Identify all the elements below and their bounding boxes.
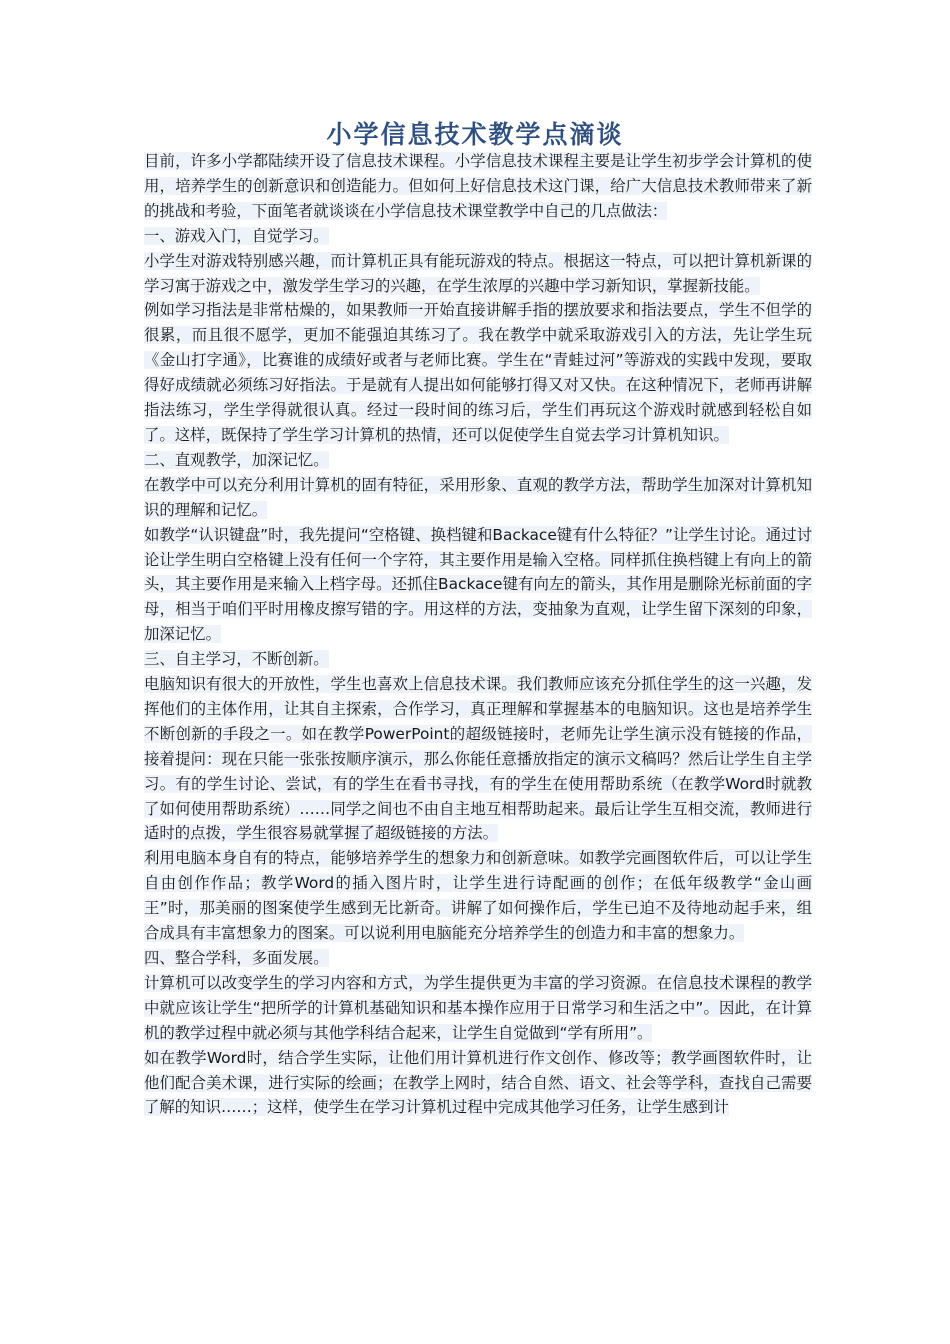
document-body xyxy=(144,149,812,1120)
paragraph: 利用电脑本身自有的特点，能够培养学生的想象力和创新意味。如教学完画图软件后，可以让学生自由创作作品；教学Word的插入图片时，让学生进行诗配画的创作；在低年级教学“金山画王”时，那美丽的图案使学生感到无比新奇。讲解了如何操作后，学生已迫不及待地动起手来，组合成具有丰富想象力的图案。可以说利用电脑能充分培养学生的创造力和丰富的想象力。 xyxy=(144,849,812,943)
section-heading-2: 二、直观教学，加深记忆。 xyxy=(144,450,329,469)
paragraph: 例如学习指法是非常枯燥的，如果教师一开始直接讲解手指的摆放要求和指法要点，学生不但学的很累，而且很不愿学，更加不能强迫其练习了。我在教学中就采取游戏引入的方法，先让学生玩《金山打字通》，比赛谁的成绩好或者与老师比赛。学生在“青蛙过河”等游戏的实践中发现，要取得好成绩就必须练习好指法。于是就有人提出如何能够打得又对又快。在这种情况下，老师再讲解指法练习，学生学得就很认真。经过一段时间的练习后，学生们再玩这个游戏时就感到轻松自如了。这样，既保持了学生学习计算机的热情，还可以促使学生自觉去学习计算机知识。 xyxy=(144,301,812,444)
section-heading-1: 一、游戏入门，自觉学习。 xyxy=(144,226,329,245)
section-heading-4: 四、整合学科，多面发展。 xyxy=(144,949,329,967)
paragraph: 如教学“认识键盘”时，我先提问“空格键、换档键和Backace键有什么特征？”让学生讨论。通过讨论让学生明白空格键上没有任何一个字符，其主要作用是输入空格。同样抓住换档键上有向上的箭头，其主要作用是来输入上档字母。还抓住Backace键有向左的箭头，其作用是删除光标前面的字母，相当于咱们平时用橡皮擦写错的字。用这样的方法，变抽象为直观，让学生留下深刻的印象，加深记忆。 xyxy=(144,525,812,644)
paragraph: 如在教学Word时，结合学生实际，让他们用计算机进行作文创作、修改等；教学画图软件时，让他们配合美术课，进行实际的绘画；在教学上网时，结合自然、语文、社会等学科，查找自己需要了解的知识……；这样，使学生在学习计算机过程中完成其他学习任务，让学生感到计 xyxy=(144,1048,812,1117)
paragraph: 电脑知识有很大的开放性，学生也喜欢上信息技术课。我们教师应该充分抓住学生的这一兴趣，发挥他们的主体作用，让其自主探索，合作学习，真正理解和掌握基本的电脑知识。这也是培养学生不断创新的手段之一。如在教学PowerPoint的超级链接时，老师先让学生演示没有链接的作品，接着提问：现在只能一张张按顺序演示，那么你能任意播放指定的演示文稿吗？然后让学生自主学习。有的学生讨论、尝试，有的学生在看书寻找，有的学生在使用帮助系统（在教学Word时就教了如何使用帮助系统）……同学之间也不由自主地互相帮助起来。最后让学生互相交流，教师进行适时的点拨，学生很容易就掌握了超级链接的方法。 xyxy=(144,675,812,843)
paragraph: 小学生对游戏特别感兴趣，而计算机正具有能玩游戏的特点。根据这一特点，可以把计算机新课的学习寓于游戏之中，激发学生学习的兴趣，在学生浓厚的兴趣中学习新知识，掌握新技能。 xyxy=(144,251,812,295)
paragraph: 在教学中可以充分利用计算机的固有特征，采用形象、直观的教学方法，帮助学生加深对计算机知识的理解和记忆。 xyxy=(144,475,812,519)
paragraph: 计算机可以改变学生的学习内容和方式，为学生提供更为丰富的学习资源。在信息技术课程的教学中就应该让学生“把所学的计算机基础知识和基本操作应用于日常学习和生活之中”。因此，在计算机的教学过程中就必须与其他学科结合起来，让学生自觉做到“学有所用”。 xyxy=(144,973,812,1042)
section-heading-3: 三、自主学习，不断创新。 xyxy=(144,650,329,669)
document-title: 小学信息技术教学点滴谈 xyxy=(326,120,624,149)
paragraph-intro: 目前，许多小学都陆续开设了信息技术课程。小学信息技术课程主要是让学生初步学会计算机的使用，培养学生的创新意识和创造能力。但如何上好信息技术这门课，给广大信息技术教师带来了新的挑战和考验，下面笔者就谈谈在小学信息技术课堂教学中自己的几点做法： xyxy=(144,152,812,220)
